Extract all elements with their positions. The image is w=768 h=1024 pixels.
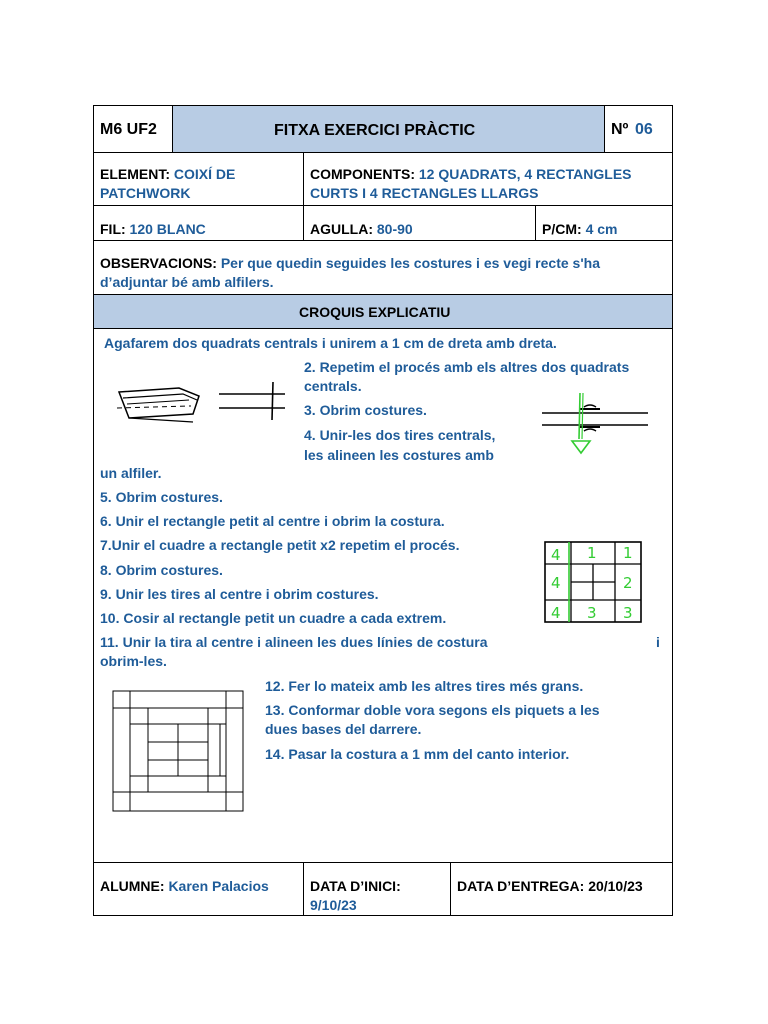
fil-field <box>100 220 206 239</box>
step-12: 12. Fer lo mateix amb les altres tires més grans. <box>265 678 584 694</box>
step-4b: les alineen les costures amb <box>304 447 494 463</box>
observacions-field <box>100 254 666 292</box>
worksheet-frame <box>93 105 673 916</box>
components-value-1: 12 QUADRATS, 4 RECTANGLES <box>418 166 632 182</box>
step-11-i: i <box>656 634 660 650</box>
alumne-value: Karen Palacios <box>168 878 269 894</box>
number-value: 06 <box>635 121 653 138</box>
module-code: M6 UF2 <box>100 121 157 138</box>
pcm-value: 4 cm <box>585 221 618 237</box>
agulla-field <box>310 220 413 239</box>
croquis-title: CROQUIS EXPLICATIU <box>299 304 451 320</box>
step-1: Agafarem dos quadrats centrals i unirem a 1 cm de dreta amb dreta. <box>104 335 557 351</box>
grid-label: 1 <box>587 544 597 562</box>
components-value-2: CURTS I 4 RECTANGLES LLARGS <box>310 185 539 201</box>
pcm-field <box>542 220 617 239</box>
grid-label: 4 <box>551 574 561 592</box>
header-module-cell <box>94 106 173 152</box>
element-label: ELEMENT: <box>100 166 170 182</box>
grid-label: 2 <box>623 574 633 592</box>
alumne-field <box>100 877 269 896</box>
components-label: COMPONENTS: <box>310 166 415 182</box>
fil-value: 120 BLANC <box>129 221 206 237</box>
step-13a: 13. Conformar doble vora segons els piquets a les <box>265 702 600 718</box>
observacions-value-2: d’adjuntar bé amb alfilers. <box>100 274 274 290</box>
grid-label: 4 <box>551 604 561 622</box>
fil-label: FIL: <box>100 221 126 237</box>
observacions-value-1: Per que quedin seguides les costures i es vegi recte s'ha <box>220 255 600 271</box>
element-value-1: COIXÍ DE <box>173 166 236 182</box>
alumne-label: ALUMNE: <box>100 878 165 894</box>
agulla-value: 80-90 <box>376 221 413 237</box>
step-11b: obrim-les. <box>100 653 167 669</box>
step-14: 14. Pasar la costura a 1 mm del canto interior. <box>265 746 570 762</box>
step-3: 3. Obrim costures. <box>304 402 427 418</box>
grid-label: 3 <box>623 604 633 622</box>
pcm-label: P/CM: <box>542 221 582 237</box>
entrega-value: 20/10/23 <box>588 878 643 894</box>
step-2b: centrals. <box>304 378 362 394</box>
sketch-pinned-seams <box>540 391 650 461</box>
inici-value: 9/10/23 <box>310 897 357 913</box>
step-4c: un alfiler. <box>100 465 162 481</box>
step-6: 6. Unir el rectangle petit al centre i obrim la costura. <box>100 513 445 529</box>
step-2a: 2. Repetim el procés amb els altres dos quadrats <box>304 359 630 375</box>
number-label: Nº <box>611 121 629 138</box>
step-9: 9. Unir les tires al centre i obrim costures. <box>100 586 379 602</box>
grid-label: 4 <box>551 546 561 564</box>
sketch-cushion-layout <box>112 690 246 814</box>
step-13b: dues bases del darrere. <box>265 721 422 737</box>
grid-label: 3 <box>587 604 597 622</box>
step-5: 5. Obrim costures. <box>100 489 223 505</box>
croquis-header <box>94 295 672 328</box>
sketch-folded-squares <box>109 364 289 434</box>
grid-label: 1 <box>623 544 633 562</box>
observacions-label: OBSERVACIONS: <box>100 255 217 271</box>
inici-field <box>310 877 401 915</box>
sketch-patchwork-grid <box>543 540 645 626</box>
components-field <box>310 165 632 203</box>
step-4a: 4. Unir-les dos tires centrals, <box>304 427 496 443</box>
entrega-label: DATA D’ENTREGA: <box>457 878 585 894</box>
agulla-label: AGULLA: <box>310 221 373 237</box>
element-field <box>100 165 235 203</box>
entrega-field <box>457 877 643 896</box>
page-title: FITXA EXERCICI PRÀCTIC <box>274 122 476 139</box>
inici-label: DATA D’INICI: <box>310 878 401 894</box>
element-value-2: PATCHWORK <box>100 185 191 201</box>
step-11a: 11. Unir la tira al centre i alineen les dues línies de costura <box>100 634 488 650</box>
header-number-cell <box>605 106 672 152</box>
step-8: 8. Obrim costures. <box>100 562 223 578</box>
step-7: 7.Unir el cuadre a rectangle petit x2 repetim el procés. <box>100 537 460 553</box>
step-10: 10. Cosir al rectangle petit un cuadre a cada extrem. <box>100 610 447 626</box>
